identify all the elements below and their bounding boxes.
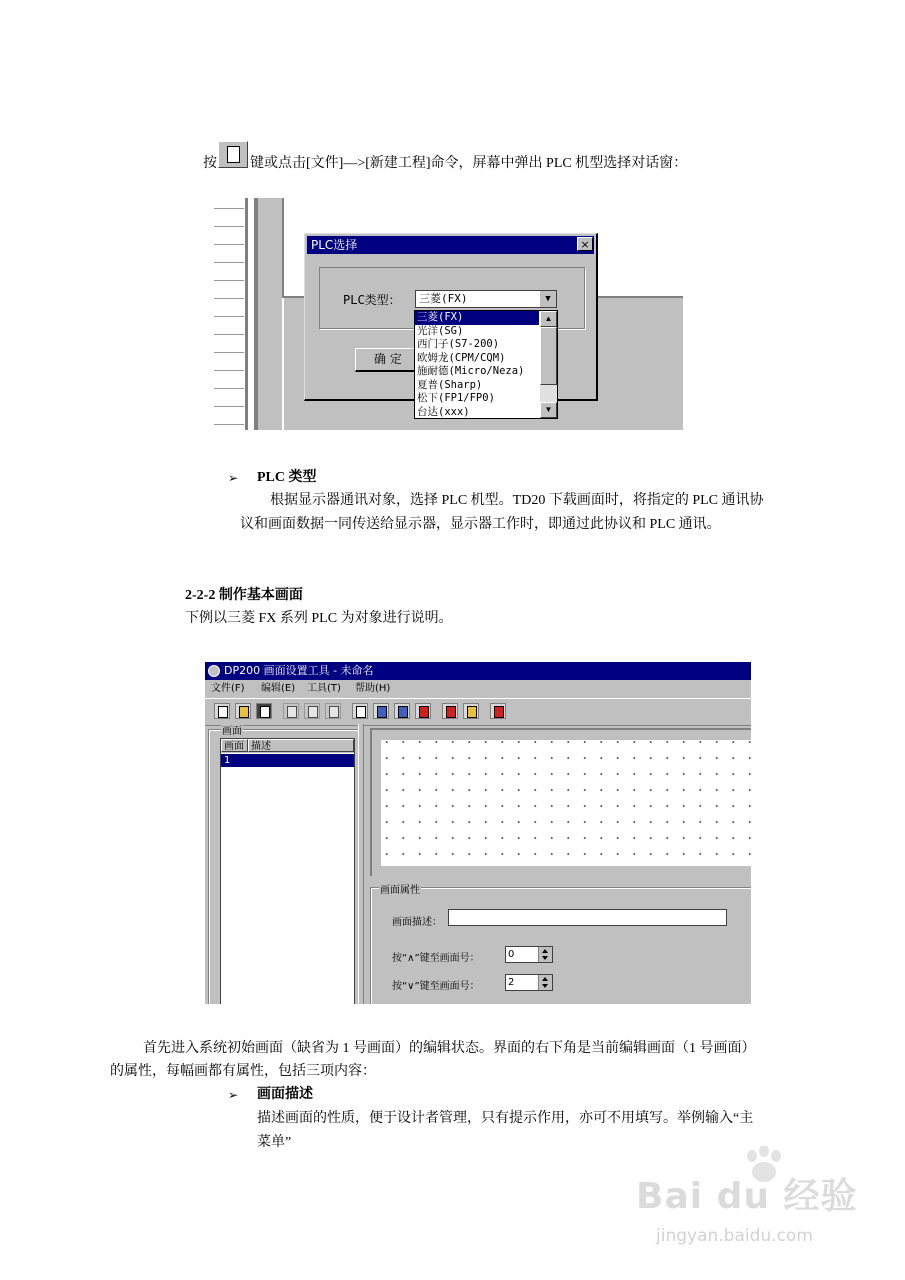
plc-type-dropdown-list[interactable] (414, 310, 558, 419)
plc-type-selected: 三菱(FX) (419, 292, 468, 305)
paragraph-line: 首先进入系统初始画面（缺省为 1 号画面）的编辑状态。界面的右下角是当前编辑画面（1 号画面） (143, 1041, 756, 1056)
group-label: 画面 (221, 722, 243, 737)
menu-file[interactable]: 文件(F) (211, 683, 245, 694)
home-icon[interactable] (463, 703, 479, 719)
list-item[interactable]: 台达(xxx) (417, 405, 470, 418)
copy-screen-icon[interactable] (394, 703, 410, 719)
scroll-up-icon[interactable]: ▲ (540, 311, 557, 327)
screen-properties-icon[interactable] (373, 703, 389, 719)
scroll-down-icon[interactable]: ▼ (540, 402, 557, 418)
copy-icon[interactable] (304, 703, 320, 719)
save-icon[interactable] (256, 703, 272, 719)
col-desc[interactable]: 描述 (248, 739, 354, 752)
intro-text: 键或点击[文件]—>[新建工程]命令，屏幕中弹出 PLC 机型选择对话窗： (250, 156, 688, 171)
alarm-clock-icon[interactable] (442, 703, 458, 719)
list-item[interactable]: 夏普(Sharp) (417, 378, 483, 391)
cut-icon[interactable] (283, 703, 299, 719)
up-key-value: 0 (508, 949, 515, 960)
plc-type-label: PLC类型： (343, 293, 401, 307)
ok-button[interactable]: 确 定 (355, 348, 425, 372)
dialog-title: PLC选择 (307, 236, 594, 254)
col-screen[interactable]: 画面 (221, 739, 248, 752)
list-item[interactable]: 三菱(FX) (415, 311, 539, 325)
intro-prefix: 按 (203, 156, 217, 171)
plc-type-select[interactable] (415, 290, 557, 308)
watermark-url: jingyan.baidu.com (656, 1226, 813, 1246)
list-item[interactable]: 西门子(S7-200) (417, 338, 500, 350)
list-header (221, 739, 354, 753)
paragraph-line: 菜单” (257, 1135, 292, 1150)
list-item[interactable]: 松下(FP1/FP0) (417, 392, 495, 404)
paste-icon[interactable] (325, 703, 341, 719)
paragraph-line: 根据显示器通讯对象，选择 PLC 机型。TD20 下载画面时，将指定的 PLC 通讯协 (270, 493, 764, 508)
down-key-value: 2 (508, 977, 515, 988)
down-key-stepper[interactable] (505, 974, 553, 991)
scrollbar[interactable] (540, 311, 557, 418)
table-row[interactable] (221, 754, 354, 767)
group-label: 画面属性 (379, 881, 421, 896)
chevron-down-icon[interactable]: ▼ (539, 291, 556, 307)
download-icon[interactable] (490, 703, 506, 719)
paragraph-line: 描述画面的性质，便于设计者管理，只有提示作用，亦可不用填写。举例输入“主 (257, 1111, 754, 1126)
list-item[interactable]: 欧姆龙(CPM/CQM) (417, 351, 506, 364)
paragraph-line: 的属性，每幅画都有属性，包括三项内容： (110, 1064, 376, 1079)
edit-canvas[interactable] (381, 740, 751, 866)
row-screen-number: 1 (224, 755, 231, 766)
menu-edit[interactable]: 编辑(E) (261, 683, 296, 694)
scroll-thumb[interactable] (540, 327, 557, 385)
open-folder-icon[interactable] (235, 703, 251, 719)
splitter[interactable] (358, 724, 364, 1004)
add-screen-icon[interactable] (352, 703, 368, 719)
up-key-label: 按“∧”键至画面号： (392, 953, 480, 964)
new-file-button-icon (218, 141, 248, 168)
watermark-brand: Bai du 经验 (636, 1176, 858, 1217)
down-key-label: 按“∨”键至画面号： (392, 981, 480, 992)
list-item[interactable]: 施耐德(Micro/Neza) (417, 365, 525, 377)
new-file-icon[interactable] (214, 703, 230, 719)
paragraph-line: 下例以三菱 FX 系列 PLC 为对象进行说明。 (185, 611, 453, 626)
title-bar (205, 662, 751, 680)
window-title: DP200 画面设置工具 - 未命名 (224, 664, 374, 677)
close-icon[interactable]: × (577, 237, 593, 251)
list-item[interactable]: 光洋(SG) (417, 324, 464, 337)
menu-help[interactable]: 帮助(H) (355, 683, 391, 694)
screen-desc-input[interactable] (448, 909, 727, 926)
menu-bar (205, 680, 751, 697)
up-key-stepper[interactable] (505, 946, 553, 963)
bullet-icon: ➢ (228, 1088, 239, 1102)
desc-label: 画面描述： (392, 917, 442, 928)
section-heading: 画面描述 (257, 1087, 313, 1102)
section-heading: PLC 类型 (257, 470, 317, 485)
dp200-screenshot (205, 662, 751, 1004)
screen-list[interactable] (220, 738, 355, 1004)
app-icon (208, 665, 220, 677)
menu-tools[interactable]: 工具(T) (307, 683, 341, 694)
delete-screen-icon[interactable] (415, 703, 431, 719)
section-heading: 2-2-2 制作基本画面 (185, 588, 303, 603)
bullet-icon: ➢ (228, 471, 239, 485)
paragraph-line: 议和画面数据一同传送给显示器，显示器工作时，即通过此协议和 PLC 通讯。 (240, 517, 721, 532)
toolbar (205, 698, 751, 726)
